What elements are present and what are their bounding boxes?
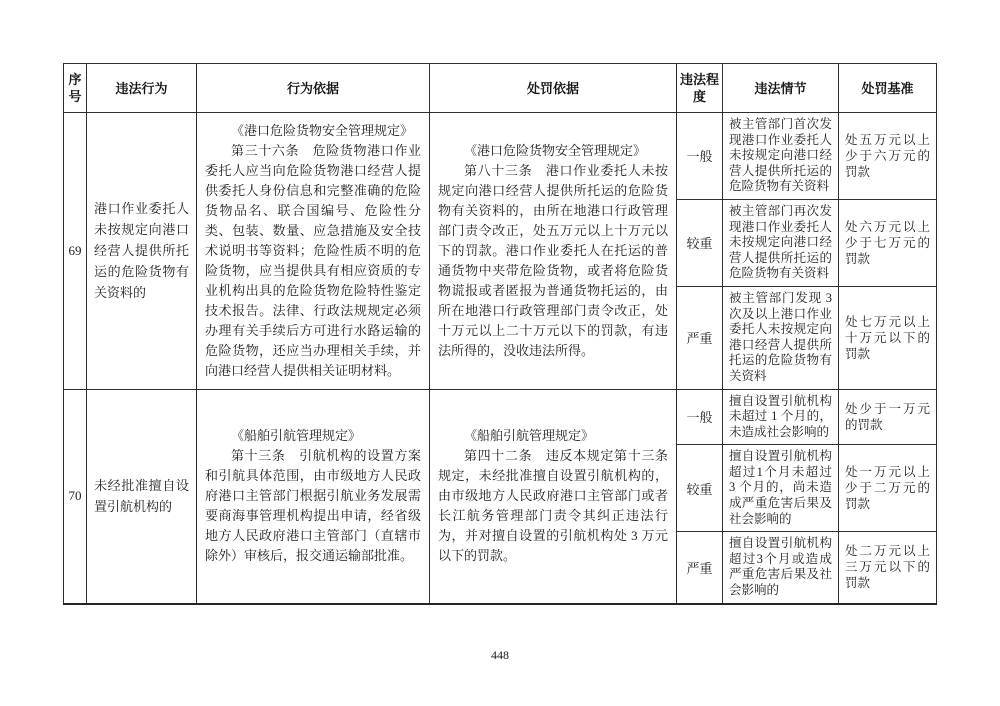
- table-body: [64, 113, 937, 604]
- penalty-basis-cell-title: 《港口危险货物安全管理规定》: [464, 142, 647, 158]
- violation-subrow: [64, 113, 937, 200]
- violation-degree-cell: 一般: [677, 113, 723, 200]
- col-header-serial-no: 序号: [64, 64, 87, 113]
- serial-no-cell: 69: [64, 113, 87, 390]
- violation-degree-cell: 严重: [677, 286, 723, 389]
- page-number: 448: [491, 648, 509, 662]
- violation-degree-cell: 较重: [677, 199, 723, 286]
- behavior-basis-cell: [197, 113, 430, 390]
- behavior-basis-cell: [197, 389, 430, 604]
- violation-circumstance-cell: 擅自设置引航机构超过3个月或造成严重危害后果及社会影响的: [723, 532, 839, 604]
- penalty-basis-cell-title: 《船舶引航管理规定》: [464, 428, 595, 444]
- violation-subrow: [64, 389, 937, 445]
- behavior-basis-cell-body: 第三十六条 危险货物港口作业委托人应当向危险货物港口经营人提供委托人身份信息和完整准确的危险货物品名、联合国编号、危险性分类、包装、数量、应急措施及安全技术说明书等资料；危险性质不明的危险货物，应当提供具有相应资质的专业机构出具的危险货物危险特性鉴定技术报告。法律、行政法规规定必须办理有关手续后方可进行水路运输的危险货物，还应当办理相关手续，并向港口经营人提供相关证明材料。: [205, 142, 421, 378]
- col-header-behavior-basis: 行为依据: [197, 64, 430, 113]
- behavior-basis-cell-body: 第十三条 引航机构的设置方案和引航具体范围，由市级地方人民政府港口主管部门根据引航业务发展需要商海事管理机构提出申请，经省级地方人民政府港口主管部门（直辖市除外）审核后，报交通运输部批准。: [205, 448, 421, 564]
- violation-degree-cell: 严重: [677, 532, 723, 604]
- illegal-behavior-cell: 港口作业委托人未按规定向港口经营人提供所托运的危险货物有关资料的: [87, 113, 197, 390]
- violation-circumstance-cell: 被主管部门再次发现港口作业委托人未按规定向港口经营人提供所托运的危险货物有关资料: [723, 199, 839, 286]
- violation-circumstance-cell: 被主管部门首次发现港口作业委托人未按规定向港口经营人提供所托运的危险货物有关资料: [723, 113, 839, 200]
- col-header-illegal-behavior: 违法行为: [87, 64, 197, 113]
- behavior-basis-cell-title: 《港口危险货物安全管理规定》: [231, 122, 414, 138]
- penalty-standard-cell: 处七万元以上十万元以下的罚款: [839, 286, 937, 389]
- penalty-standard-cell: 处五万元以上少于六万元的罚款: [839, 113, 937, 200]
- penalty-basis-cell: [430, 389, 677, 604]
- penalty-standard-cell: 处二万元以上三万元以下的罚款: [839, 532, 937, 604]
- penalty-basis-cell-body: 第四十二条 违反本规定第十三条规定，未经批准擅自设置引航机构的，由市级地方人民政府港口主管部门或者长江航务管理部门责令其纠正违法行为，并对擅自设置的引航机构处 3 万元以下的罚款。: [438, 448, 668, 564]
- col-header-violation-circumstance: 违法情节: [723, 64, 839, 113]
- behavior-basis-cell-title: 《船舶引航管理规定》: [231, 428, 362, 444]
- violation-circumstance-cell: 被主管部门发现 3 次及以上港口作业委托人未按规定向港口经营人提供所托运的危险货物有关资料: [723, 286, 839, 389]
- penalty-standard-cell: 处一万元以上少于二万元的罚款: [839, 445, 937, 532]
- col-header-violation-degree: 违法程度: [677, 64, 723, 113]
- penalty-standard-cell: 处少于一万元的罚款: [839, 389, 937, 445]
- illegal-behavior-cell: 未经批准擅自设置引航机构的: [87, 389, 197, 604]
- violation-degree-cell: 一般: [677, 389, 723, 445]
- violation-circumstance-cell: 擅自设置引航机构超过1个月未超过 3 个月的，尚未造成严重危害后果及社会影响的: [723, 445, 839, 532]
- serial-no-cell: 70: [64, 389, 87, 604]
- col-header-penalty-standard: 处罚基准: [839, 64, 937, 113]
- penalty-standard-cell: 处六万元以上少于七万元的罚款: [839, 199, 937, 286]
- col-header-penalty-basis: 处罚依据: [430, 64, 677, 113]
- regulation-penalty-table: [63, 63, 937, 605]
- penalty-basis-cell-body: 第八十三条 港口作业委托人未按规定向港口经营人提供所托运的危险货物有关资料的，由所在地港口行政管理部门责令改正，处五万元以上十万元以下的罚款。港口作业委托人在托运的普通货物中夹带危险货物，或者将危险货物谎报或者匿报为普通货物托运的，由所在地港口行政管理部门责令改正，处十万元以上二十万元以下的罚款，有违法所得的，没收违法所得。: [438, 162, 668, 358]
- penalty-basis-cell: [430, 113, 677, 390]
- header-row: [64, 64, 937, 113]
- violation-degree-cell: 较重: [677, 445, 723, 532]
- violation-circumstance-cell: 擅自设置引航机构未超过 1 个月的，未造成社会影响的: [723, 389, 839, 445]
